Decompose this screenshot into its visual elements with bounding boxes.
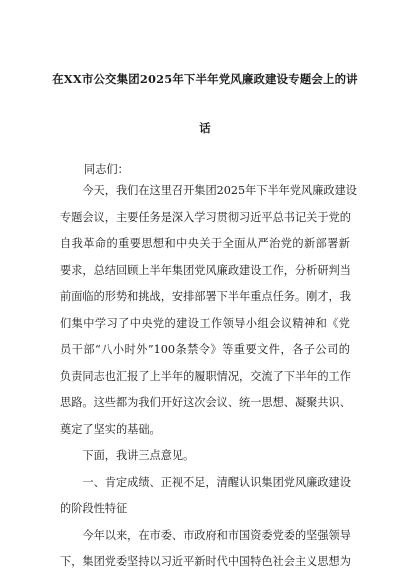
document-title-line-1: 在XX市公交集团2025年下半年党风廉政建设专题会上的讲 <box>52 72 358 86</box>
heading-line: 的阶段性特征 <box>60 502 128 515</box>
paragraph-line: 下，集团党委坚持以习近平新时代中国特色社会主义思想为 <box>60 555 351 568</box>
paragraph-line: 下面，我讲三点意见。 <box>60 449 195 462</box>
paragraph-line: 奠定了坚实的基础。 <box>60 422 161 436</box>
paragraph-line: 今年以来，在市委、市政府和市国资委党委的坚强领导 <box>60 528 351 542</box>
paragraph-line: 今天，我们在这里召开集团2025年下半年党风廉政建设 <box>60 184 357 197</box>
paragraph-opening <box>60 178 357 443</box>
paragraph-line: 思路。这些都为我们开好这次会议、统一思想、凝聚共识、 <box>60 396 351 409</box>
paragraph-line: 负责同志也汇报了上半年的履职情况，交流了下半年的工作 <box>60 369 351 383</box>
paragraph-intro <box>60 443 350 470</box>
paragraph-line: 们集中学习了中央党的建设工作领导小组会议精神和《党 <box>60 316 350 330</box>
paragraph-line: 前面临的形势和挑战，安排部署下半年重点任务。刚才，我 <box>60 290 351 303</box>
paragraph-line: 专题会议，主要任务是深入学习贯彻习近平总书记关于党的 <box>60 210 351 224</box>
heading-line: 一、肯定成绩、正视不足，清醒认识集团党风廉政建设 <box>60 475 351 489</box>
section-heading-1 <box>60 470 350 523</box>
document-title-line-2: 话 <box>199 121 211 135</box>
paragraph-line: 要求，总结回顾上半年集团党风廉政建设工作，分析研判当 <box>60 263 351 277</box>
paragraph-section-1 <box>60 523 350 576</box>
salutation: 同志们： <box>84 163 129 176</box>
paragraph-line: 员干部“八小时外”100条禁令》等重要文件，各子公司的 <box>60 343 350 356</box>
paragraph-line: 自我革命的重要思想和中央关于全面从严治党的新部署新 <box>60 237 350 250</box>
